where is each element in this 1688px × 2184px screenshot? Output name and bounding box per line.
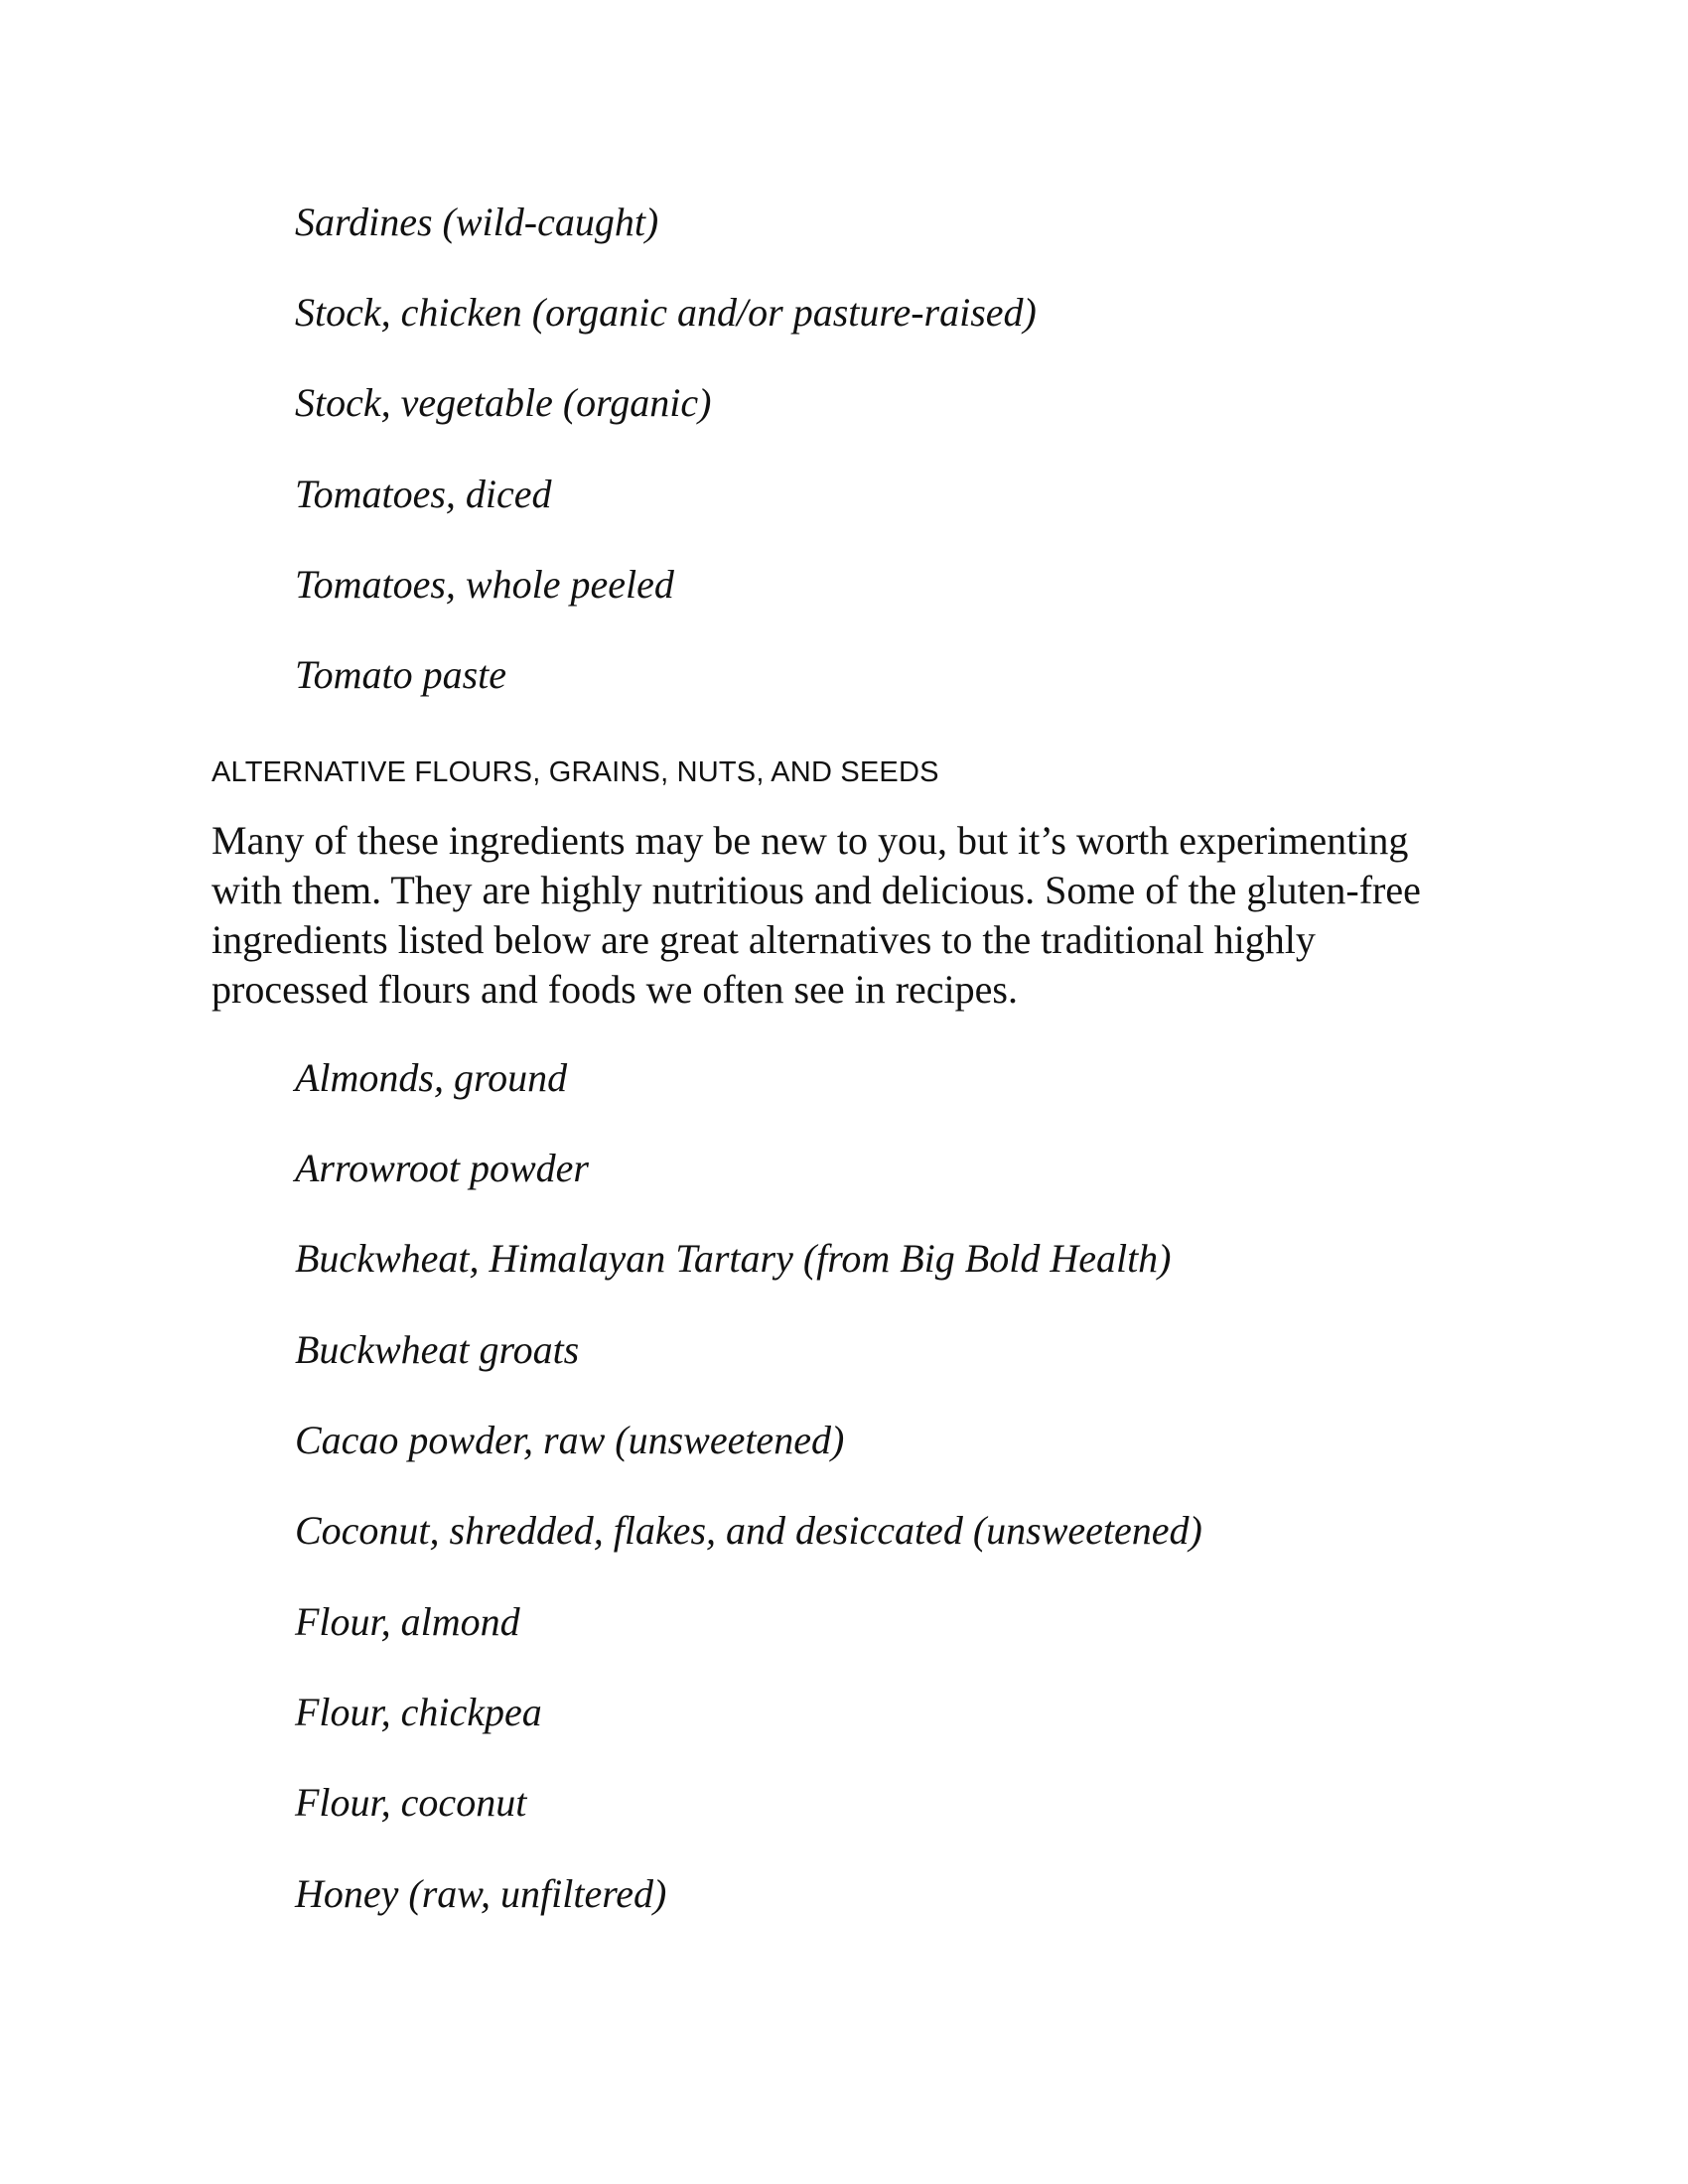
list-item: Flour, coconut bbox=[295, 1780, 527, 1825]
list-item: Arrowroot powder bbox=[295, 1146, 589, 1190]
section-heading: ALTERNATIVE FLOURS, GRAINS, NUTS, AND SEEDS bbox=[211, 756, 939, 788]
list-item: Coconut, shredded, flakes, and desiccated (unsweetened) bbox=[295, 1508, 1202, 1553]
intro-paragraph bbox=[211, 816, 1502, 1015]
list-item: Buckwheat groats bbox=[295, 1327, 580, 1372]
list-item: Tomatoes, diced bbox=[295, 472, 552, 516]
list-item: Tomato paste bbox=[295, 652, 507, 697]
list-item: Buckwheat, Himalayan Tartary (from Big Bold Health) bbox=[295, 1236, 1172, 1281]
paragraph-line: Many of these ingredients may be new to you, but it’s worth experimenting bbox=[211, 818, 1409, 863]
list-item: Stock, vegetable (organic) bbox=[295, 380, 712, 425]
paragraph-line: ingredients listed below are great alternatives to the traditional highly bbox=[211, 917, 1316, 962]
list-item: Flour, almond bbox=[295, 1599, 520, 1644]
paragraph-line: processed flours and foods we often see in recipes. bbox=[211, 967, 1018, 1012]
paragraph-line: with them. They are highly nutritious and delicious. Some of the gluten-free bbox=[211, 868, 1421, 912]
list-item: Tomatoes, whole peeled bbox=[295, 562, 674, 607]
list-item: Stock, chicken (organic and/or pasture-raised) bbox=[295, 290, 1037, 335]
list-item: Almonds, ground bbox=[295, 1055, 568, 1100]
list-item: Sardines (wild-caught) bbox=[295, 200, 659, 244]
list-item: Honey (raw, unfiltered) bbox=[295, 1871, 667, 1916]
list-item: Flour, chickpea bbox=[295, 1690, 542, 1734]
list-item: Cacao powder, raw (unsweetened) bbox=[295, 1418, 845, 1462]
